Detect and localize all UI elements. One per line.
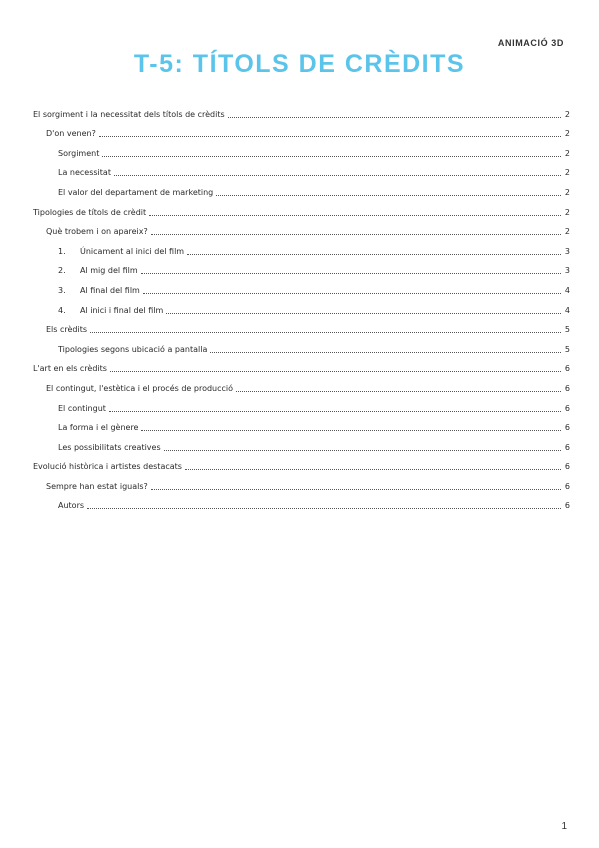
toc-entry[interactable] — [33, 159, 570, 179]
toc-entry-label: La forma i el gènere — [58, 423, 139, 433]
toc-entry-number: 2. — [58, 266, 66, 276]
toc-entry-page: 5 — [564, 344, 570, 354]
toc-entry-label: Al mig del film — [80, 266, 138, 276]
toc-entry-page: 6 — [564, 423, 570, 433]
toc-entry-page: 6 — [564, 462, 570, 472]
toc-entry-page: 4 — [564, 305, 570, 315]
toc-entry-label: Únicament al inici del film — [80, 246, 185, 256]
toc-entry-page: 6 — [564, 403, 570, 413]
toc-dot-leader — [102, 155, 561, 157]
toc-entry-label: Autors — [58, 501, 85, 511]
toc-dot-leader — [141, 429, 561, 431]
toc-entry[interactable] — [33, 100, 570, 120]
toc-entry-page: 6 — [564, 364, 570, 374]
page-number: 1 — [561, 821, 567, 832]
toc-entry[interactable] — [33, 374, 570, 394]
toc-entry[interactable] — [33, 120, 570, 140]
toc-entry-page: 6 — [564, 442, 570, 452]
toc-entry[interactable] — [33, 414, 570, 434]
toc-dot-leader — [110, 370, 561, 372]
toc-entry[interactable] — [33, 394, 570, 414]
toc-entry-page: 4 — [564, 285, 570, 295]
toc-dot-leader — [216, 194, 561, 196]
toc-entry-page: 6 — [564, 383, 570, 393]
toc-dot-leader — [87, 507, 561, 509]
toc-entry-page: 6 — [564, 481, 570, 491]
toc-dot-leader — [185, 468, 561, 470]
toc-entry-label: Els crèdits — [46, 325, 88, 335]
toc-entry-label: Evolució històrica i artistes destacats — [33, 462, 182, 472]
toc-entry-number: 4. — [58, 305, 66, 315]
toc-dot-leader — [143, 292, 561, 294]
toc-entry[interactable] — [33, 218, 570, 238]
toc-entry-page: 2 — [564, 207, 570, 217]
toc-entry-page: 2 — [564, 227, 570, 237]
document-title: T-5: TÍTOLS DE CRÈDITS — [133, 50, 466, 78]
toc-entry[interactable] — [33, 492, 570, 512]
toc-entry-label: Sorgiment — [58, 148, 100, 158]
toc-entry[interactable] — [33, 257, 570, 277]
toc-entry-page: 5 — [564, 325, 570, 335]
toc-entry-label: El valor del departament de marketing — [58, 187, 214, 197]
toc-entry[interactable] — [33, 198, 570, 218]
toc-entry[interactable] — [33, 453, 570, 473]
toc-entry-label: Al final del film — [80, 285, 140, 295]
toc-entry-label: El contingut — [58, 403, 106, 413]
toc-dot-leader — [99, 135, 561, 137]
toc-entry-label: La necessitat — [58, 168, 111, 178]
toc-entry-label: D'on venen? — [46, 129, 96, 139]
toc-entry-page: 2 — [564, 109, 570, 119]
toc-entry[interactable] — [33, 433, 570, 453]
toc-entry-page: 3 — [564, 266, 570, 276]
toc-entry-label: Al inici i final del film — [80, 305, 164, 315]
toc-dot-leader — [151, 233, 561, 235]
toc-dot-leader — [90, 331, 561, 333]
toc-dot-leader — [164, 449, 561, 451]
toc-entry-page: 2 — [564, 168, 570, 178]
toc-entry-number: 3. — [58, 285, 66, 295]
toc-entry-page: 6 — [564, 501, 570, 511]
toc-entry-label: El sorgiment i la necessitat dels títols de crèdits — [33, 109, 225, 119]
toc-dot-leader — [187, 253, 561, 255]
toc-dot-leader — [166, 312, 561, 314]
toc-entry-label: Les possibilitats creatives — [58, 442, 161, 452]
toc-entry-label: Tipologies de títols de crèdit — [33, 207, 147, 217]
toc-entry-label: Sempre han estat iguals? — [46, 481, 148, 491]
toc-entry-label: Tipologies segons ubicació a pantalla — [58, 344, 208, 354]
toc-entry-page: 2 — [564, 187, 570, 197]
toc-entry-label: L'art en els crèdits — [33, 364, 107, 374]
toc-dot-leader — [114, 174, 561, 176]
toc-dot-leader — [149, 214, 561, 216]
toc-entry-page: 2 — [564, 129, 570, 139]
toc-entry[interactable] — [33, 296, 570, 316]
toc-entry[interactable] — [33, 316, 570, 336]
toc-dot-leader — [228, 116, 561, 118]
toc-entry[interactable] — [33, 276, 570, 296]
toc-entry[interactable] — [33, 178, 570, 198]
toc-entry-page: 2 — [564, 148, 570, 158]
table-of-contents — [33, 100, 570, 511]
toc-entry-label: El contingut, l'estètica i el procés de producció — [46, 383, 234, 393]
toc-entry-page: 3 — [564, 246, 570, 256]
toc-dot-leader — [210, 351, 561, 353]
document-header-label: ANIMACIÓ 3D — [497, 38, 564, 48]
toc-dot-leader — [109, 410, 561, 412]
toc-entry[interactable] — [33, 139, 570, 159]
toc-entry-number: 1. — [58, 246, 66, 256]
toc-dot-leader — [151, 488, 561, 490]
toc-entry[interactable] — [33, 237, 570, 257]
toc-entry[interactable] — [33, 355, 570, 375]
toc-entry[interactable] — [33, 335, 570, 355]
toc-dot-leader — [236, 390, 561, 392]
toc-entry-label: Què trobem i on apareix? — [46, 227, 148, 237]
toc-dot-leader — [141, 272, 561, 274]
toc-entry[interactable] — [33, 472, 570, 492]
